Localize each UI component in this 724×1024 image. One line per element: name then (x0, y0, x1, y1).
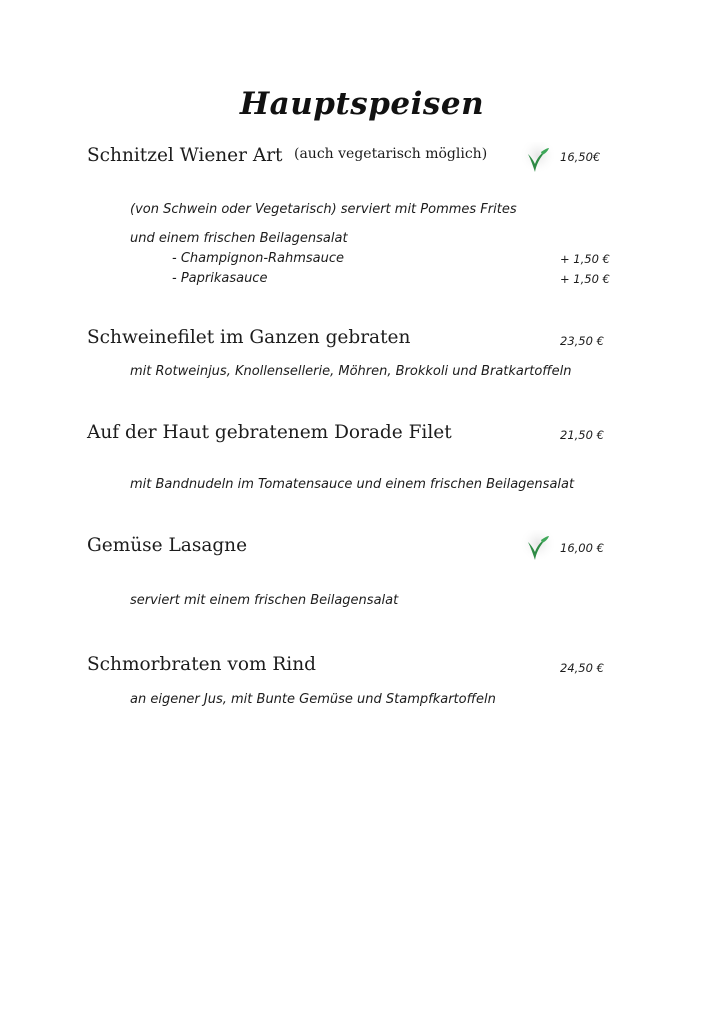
dish-price: 24,50 € (560, 661, 604, 675)
dish-note: (auch vegetarisch möglich) (294, 146, 488, 162)
dish-name: Gemüse Lasagne (87, 535, 248, 556)
dish-name: Schmorbraten vom Rind (87, 654, 316, 675)
dish-price: 16,00 € (560, 541, 604, 555)
extra-price: + 1,50 € (560, 252, 610, 266)
extra-price: + 1,50 € (560, 272, 610, 286)
dish-description: (von Schwein oder Vegetarisch) serviert mit Pommes Frites (130, 202, 517, 217)
menu-title: Hauptspeisen (239, 86, 485, 122)
extra-option: - Paprikasauce (172, 271, 268, 286)
vegetarian-leaf-icon (521, 142, 555, 176)
dish-description: mit Bandnudeln im Tomatensauce und einem frischen Beilagensalat (130, 477, 575, 492)
dish-name: Schnitzel Wiener Art (87, 145, 283, 166)
extra-option: - Champignon-Rahmsauce (172, 251, 345, 266)
dish-price: 21,50 € (560, 428, 604, 442)
dish-description: serviert mit einem frischen Beilagensalat (130, 593, 399, 608)
dish-price: 23,50 € (560, 334, 604, 348)
dish-description: mit Rotweinjus, Knollensellerie, Möhren, Brokkoli und Bratkartoffeln (130, 364, 572, 379)
dish-name: Schweinefilet im Ganzen gebraten (87, 327, 411, 348)
dish-description: und einem frischen Beilagensalat (130, 231, 348, 246)
dish-description: an eigener Jus, mit Bunte Gemüse und Stampfkartoffeln (130, 692, 496, 707)
dish-price: 16,50€ (560, 150, 601, 164)
vegetarian-leaf-icon (521, 530, 555, 564)
dish-name: Auf der Haut gebratenem Dorade Filet (87, 422, 452, 443)
